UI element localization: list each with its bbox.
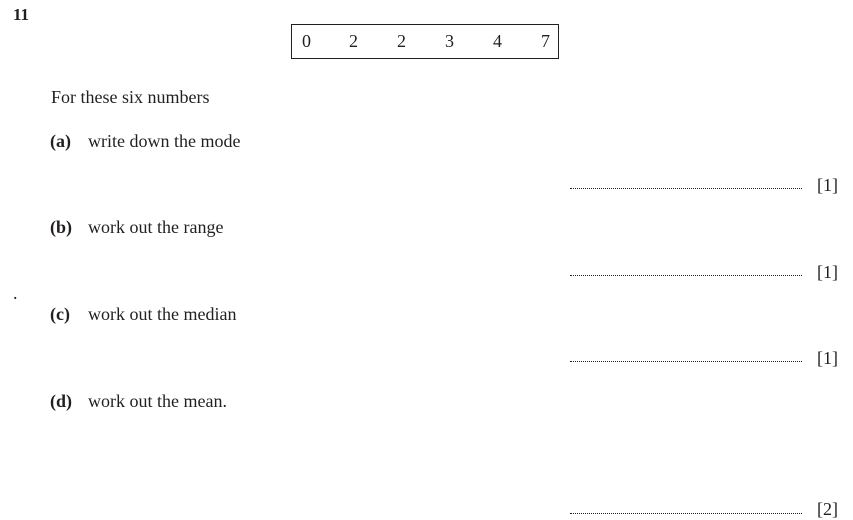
number-box xyxy=(291,24,559,59)
number-value: 3 xyxy=(445,31,454,51)
part-d-text: work out the mean. xyxy=(88,391,227,411)
number-value: 2 xyxy=(349,31,358,51)
question-intro: For these six numbers xyxy=(51,87,210,107)
question-number: 11 xyxy=(13,5,30,24)
part-b-label: (b) xyxy=(50,217,72,237)
part-a-marks: [1] xyxy=(817,175,838,195)
part-a-label: (a) xyxy=(50,131,71,151)
number-value: 2 xyxy=(397,31,406,51)
part-c-answer-line[interactable] xyxy=(570,361,802,362)
part-c-text: work out the median xyxy=(88,304,237,324)
part-b-answer-line[interactable] xyxy=(570,275,802,276)
part-c-label: (c) xyxy=(50,304,70,324)
part-d-answer-line[interactable] xyxy=(570,513,802,514)
part-c-marks: [1] xyxy=(817,348,838,368)
stray-mark: . xyxy=(13,283,18,303)
part-d-marks: [2] xyxy=(817,499,838,519)
part-a-text: write down the mode xyxy=(88,131,241,151)
part-a-answer-line[interactable] xyxy=(570,188,802,189)
number-value: 7 xyxy=(541,31,550,51)
part-d-label: (d) xyxy=(50,391,72,411)
number-value: 4 xyxy=(493,31,502,51)
number-value: 0 xyxy=(302,31,311,51)
part-b-text: work out the range xyxy=(88,217,224,237)
part-b-marks: [1] xyxy=(817,262,838,282)
